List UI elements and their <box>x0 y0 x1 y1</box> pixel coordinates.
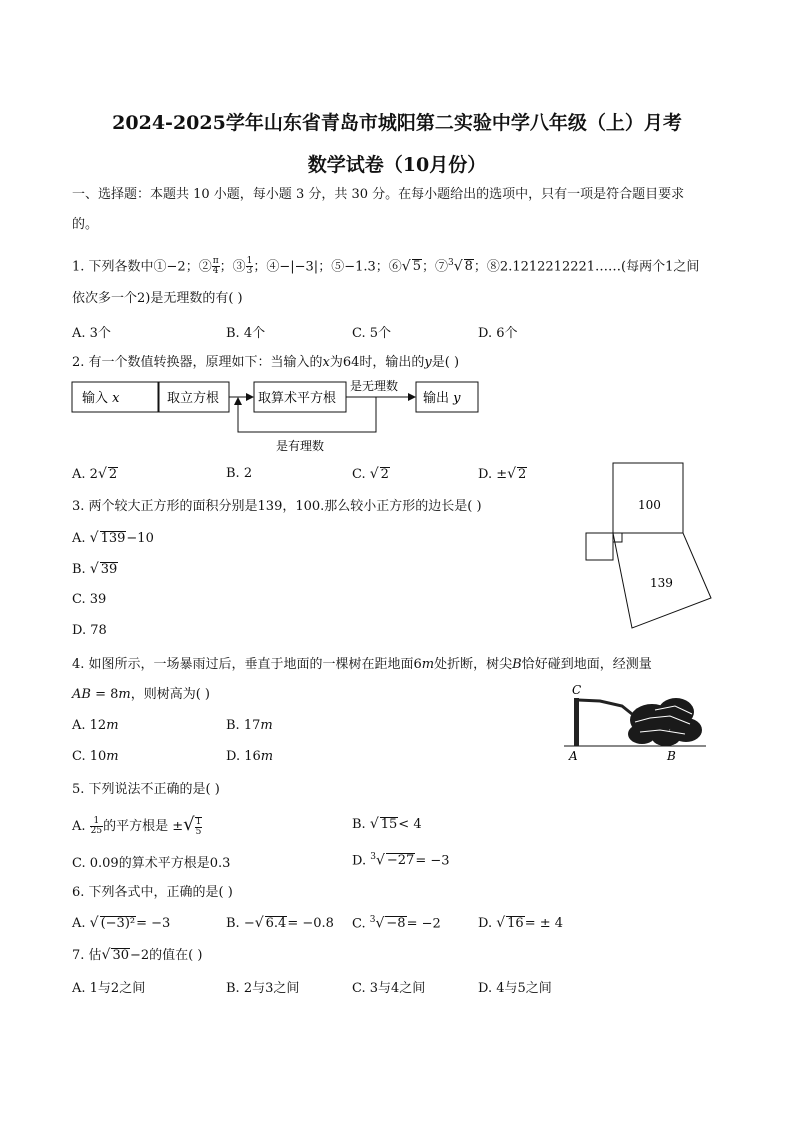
q4-option-a[interactable]: A. 12𝑚 <box>72 718 119 733</box>
q5-option-b[interactable]: B. √ 15< 4 <box>352 816 422 832</box>
q5-option-d[interactable]: D. $^3$√ −27= −3 <box>352 852 450 869</box>
label-b: 𝐵 <box>667 749 676 763</box>
cbrt-8: 8 <box>464 259 473 275</box>
flow-cube-root-label: 取立方根 <box>167 391 220 406</box>
flow-output-label: 输出 𝑦 <box>423 391 461 406</box>
question-2-stem: 2. 有一个数值转换器，原理如下：当输入的𝑥为64时，输出的𝑦是( ) <box>72 355 460 370</box>
q1-option-d[interactable]: D. 6个 <box>478 326 518 341</box>
converter-flowchart <box>70 376 490 458</box>
label-c: 𝐶 <box>572 683 582 697</box>
sqrt-5: 5 <box>412 259 421 275</box>
q7-option-c[interactable]: C. 3与4之间 <box>352 981 426 996</box>
section-heading-cont: 的。 <box>72 217 99 232</box>
q7-option-d[interactable]: D. 4与5之间 <box>478 981 552 996</box>
question-3-stem: 3. 两个较大正方形的面积分别是139，100.那么较小正方形的边长是( ) <box>72 499 482 514</box>
q4-option-b[interactable]: B. 17𝑚 <box>226 718 273 733</box>
label-100: 100 <box>638 498 661 512</box>
q6-option-b[interactable]: B. −√ 6.4= −0.8 <box>226 915 334 931</box>
question-7-stem: 7. 估√ 30−2的值在( ) <box>72 947 203 963</box>
q3-option-b[interactable]: B. √ 39 <box>72 561 118 577</box>
section-heading: 一、选择题：本题共 10 小题，每小题 3 分，共 30 分。在每小题给出的选项中，只有一项是符合题目要求 <box>72 187 685 202</box>
q6-option-d[interactable]: D. √ 16= ± 4 <box>478 915 564 931</box>
page-title-line1: 2024-2025学年山东省青岛市城阳第二实验中学八年级（上）月考 <box>112 112 682 134</box>
question-6-stem: 6. 下列各式中，正确的是( ) <box>72 885 233 900</box>
question-4-stem: 4. 如图所示，一场暴雨过后，垂直于地面的一棵树在距地面6𝑚处折断，树尖𝐵恰好碰到地面，经测量 <box>72 657 652 672</box>
q4-option-c[interactable]: C. 10𝑚 <box>72 749 119 764</box>
q2-option-b[interactable]: B. 2 <box>226 466 253 481</box>
broken-top <box>578 700 632 714</box>
q3-option-c[interactable]: C. 39 <box>72 592 107 607</box>
squares-figure <box>580 458 720 636</box>
flow-irrational-label: 是无理数 <box>350 379 399 393</box>
q2-option-c[interactable]: C. √ 2 <box>352 466 389 482</box>
flow-rational-label: 是有理数 <box>276 439 325 453</box>
q4-option-d[interactable]: D. 16𝑚 <box>226 749 274 764</box>
small-square <box>586 533 613 560</box>
q7-option-a[interactable]: A. 1与2之间 <box>72 981 146 996</box>
q5-option-a[interactable]: A. $\frac{1}{25}$ 的平方根是 ±√ $\frac{1}{5}$ <box>72 814 202 837</box>
q2-option-a[interactable]: A. 2√ 2 <box>72 466 118 482</box>
q1-option-c[interactable]: C. 5个 <box>352 326 392 341</box>
question-5-stem: 5. 下列说法不正确的是( ) <box>72 782 220 797</box>
question-1-stem: 1. 下列各数中①−2；② $\frac{\pi}{4}$ ；③ $\frac{1}{3}$ ；④−|−3|；⑤−1.3；⑥√ 5；⑦$^3$√ 8；⑧2.1212212221……(每两个1之间 <box>72 256 700 277</box>
q1-option-a[interactable]: A. 3个 <box>72 326 111 341</box>
question-4-stem-cont: 𝐴𝐵 = 8𝑚，则树高为( ) <box>72 687 210 702</box>
broken-tree-figure <box>560 682 710 764</box>
q1-option-b[interactable]: B. 4个 <box>226 326 266 341</box>
q7-option-b[interactable]: B. 2与3之间 <box>226 981 300 996</box>
label-a: 𝐴 <box>569 749 578 763</box>
label-139: 139 <box>650 576 673 590</box>
tree-trunk <box>574 698 579 746</box>
flow-sqrt-label: 取算术平方根 <box>258 391 337 406</box>
q5-option-c[interactable]: C. 0.09的算术平方根是0.3 <box>72 856 231 871</box>
fraction-pi-over-4: $\frac{\pi}{4}$ <box>212 256 219 277</box>
page-title-line2: 数学试卷（10月份） <box>307 154 487 176</box>
q2-option-d[interactable]: D. ±√ 2 <box>478 466 527 482</box>
q3-option-d[interactable]: D. 78 <box>72 623 107 638</box>
q3-option-a[interactable]: A. √ 139−10 <box>72 530 154 546</box>
q6-option-c[interactable]: C. $^3$√ −8= −2 <box>352 915 441 932</box>
q6-option-a[interactable]: A. √ (−3)²= −3 <box>72 915 171 931</box>
flow-input-label: 输入 𝑥 <box>82 391 120 406</box>
question-1-stem-cont: 依次多一个2)是无理数的有( ) <box>72 291 243 306</box>
fraction-one-third: $\frac{1}{3}$ <box>246 256 253 277</box>
tree-foliage <box>628 698 702 746</box>
